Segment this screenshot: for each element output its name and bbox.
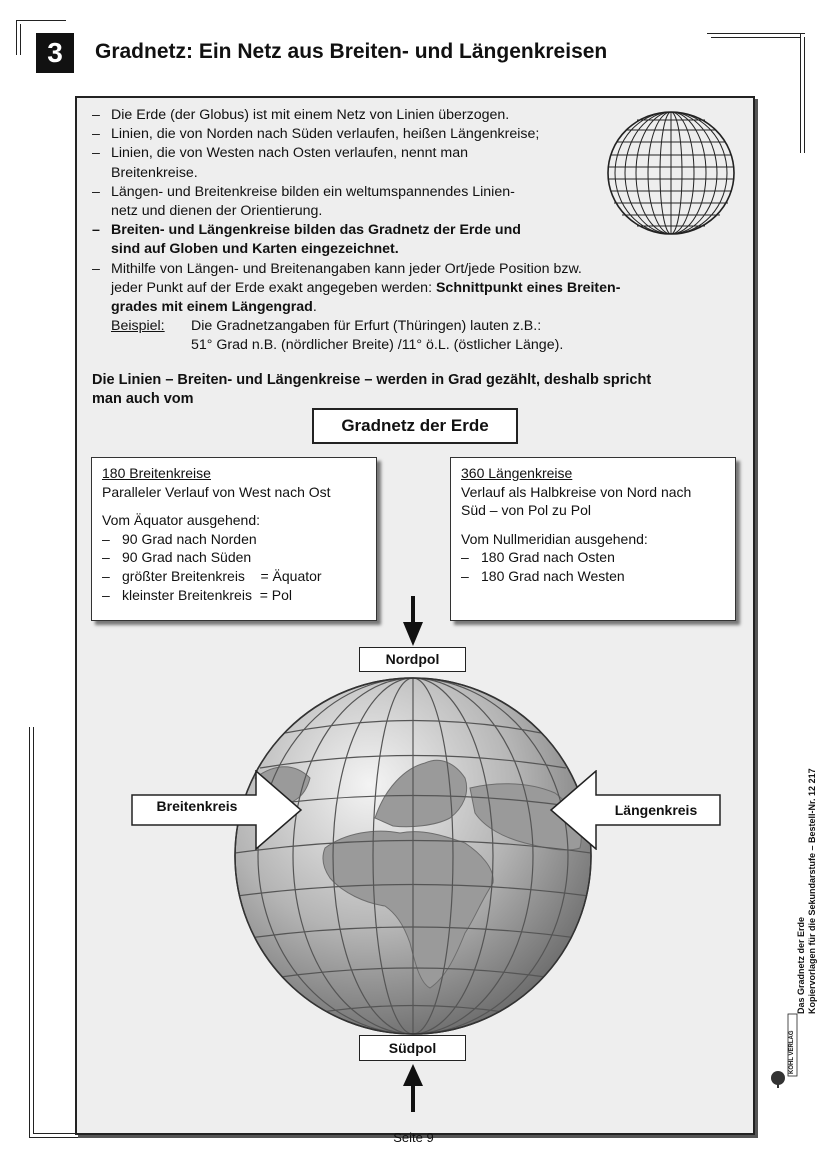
page-title: Gradnetz: Ein Netz aus Breiten- und Längenkreisen <box>95 40 608 63</box>
list-item: – kleinster Breitenkreis = Pol <box>102 586 366 605</box>
publisher-logo <box>768 1012 798 1092</box>
arrow-down-icon <box>403 596 423 646</box>
publisher-name: KOHL VERLAG <box>789 1030 795 1074</box>
arrow-up-icon <box>403 1064 423 1112</box>
page-number: Seite 9 <box>393 1130 434 1145</box>
list-item: – Linien, die von Westen nach Osten verlaufen, nennt man Breitenkreise. <box>92 144 692 182</box>
corner-decoration <box>33 727 34 1133</box>
intro-text: Die Linien – Breiten- und Längenkreise – werden in Grad gezählt, deshalb spricht man auch vom <box>92 372 652 407</box>
laengenkreise-box: 360 Längenkreise Verlauf als Halbkreise von Nord nach Süd – von Pol zu Pol Vom Nullmeridian ausgehend: – 180 Grad nach Osten – 180 Grad nach Westen <box>450 457 736 621</box>
laengenkreis-label: Längenkreis <box>614 802 698 818</box>
list-item: – 180 Grad nach Osten <box>461 548 725 567</box>
nordpol-label: Nordpol <box>359 647 466 672</box>
example <box>111 317 692 355</box>
list-item: – Die Erde (der Globus) ist mit einem Netz von Linien überzogen. <box>92 106 692 125</box>
list-item: – Linien, die von Norden nach Süden verlaufen, heißen Längenkreise; <box>92 125 692 144</box>
bullet-list <box>92 106 692 356</box>
list-item: – 180 Grad nach Westen <box>461 567 725 586</box>
corner-decoration <box>804 37 805 153</box>
example-text: Die Gradnetzangaben für Erfurt (Thüringen) lauten z.B.: 51° Grad n.B. (nördlicher Breite) /11° ö.L. (östlicher Länge). <box>191 318 564 354</box>
corner-decoration <box>16 20 17 55</box>
list-item: – Breiten- und Längenkreise bilden das Gradnetz der Erde und sind auf Globen und Karten eingezeichnet. <box>92 221 692 259</box>
corner-decoration <box>20 24 21 55</box>
list-item: – größter Breitenkreis = Äquator <box>102 567 366 586</box>
box-title: 360 Längenkreise <box>461 465 573 481</box>
corner-decoration <box>29 727 30 1137</box>
list-item: – Längen- und Breitenkreise bilden ein weltumspannendes Linien- netz und dienen der Orientierung. <box>92 183 692 221</box>
corner-decoration <box>800 33 801 153</box>
breitenkreise-box: 180 Breitenkreise Paralleler Verlauf von West nach Ost Vom Äquator ausgehend: – 90 Grad nach Norden – 90 Grad nach Süden – größter Breitenkreis = Äquator – kleinster Breitenkreis = Pol <box>91 457 377 621</box>
list-item: – 90 Grad nach Süden <box>102 548 366 567</box>
suedpol-label: Südpol <box>359 1035 466 1061</box>
list-item: – Mithilfe von Längen- und Breitenangaben kann jeder Ort/jede Position bzw. jeder Punkt auf der Erde exakt angegeben werden: Schnittpunkt eines Breiten- grades mit einem Längengrad. Beispiel: Die Gradnetzangaben für Erfurt (Thüringen) lauten z.B.: 51° Grad n.B. (nördlicher Breite) /11° ö.L. (östlicher Länge). <box>92 260 692 356</box>
corner-decoration <box>16 20 66 21</box>
example-label: Beispiel: <box>111 318 165 335</box>
corner-decoration <box>711 37 801 38</box>
corner-decoration <box>707 33 805 34</box>
earth-globe-illustration <box>225 668 601 1044</box>
breitenkreis-label: Breitenkreis <box>156 798 238 814</box>
list-item: – 90 Grad nach Norden <box>102 530 366 549</box>
box-title: 180 Breitenkreise <box>102 465 211 481</box>
chapter-number: 3 <box>36 33 74 73</box>
side-publication-info: Das Gradnetz der Erde Kopiervorlagen für die Sekundarstufe – Bestell-Nr. 12 217 <box>796 768 817 1014</box>
gradnetz-heading-box: Gradnetz der Erde <box>312 408 518 444</box>
